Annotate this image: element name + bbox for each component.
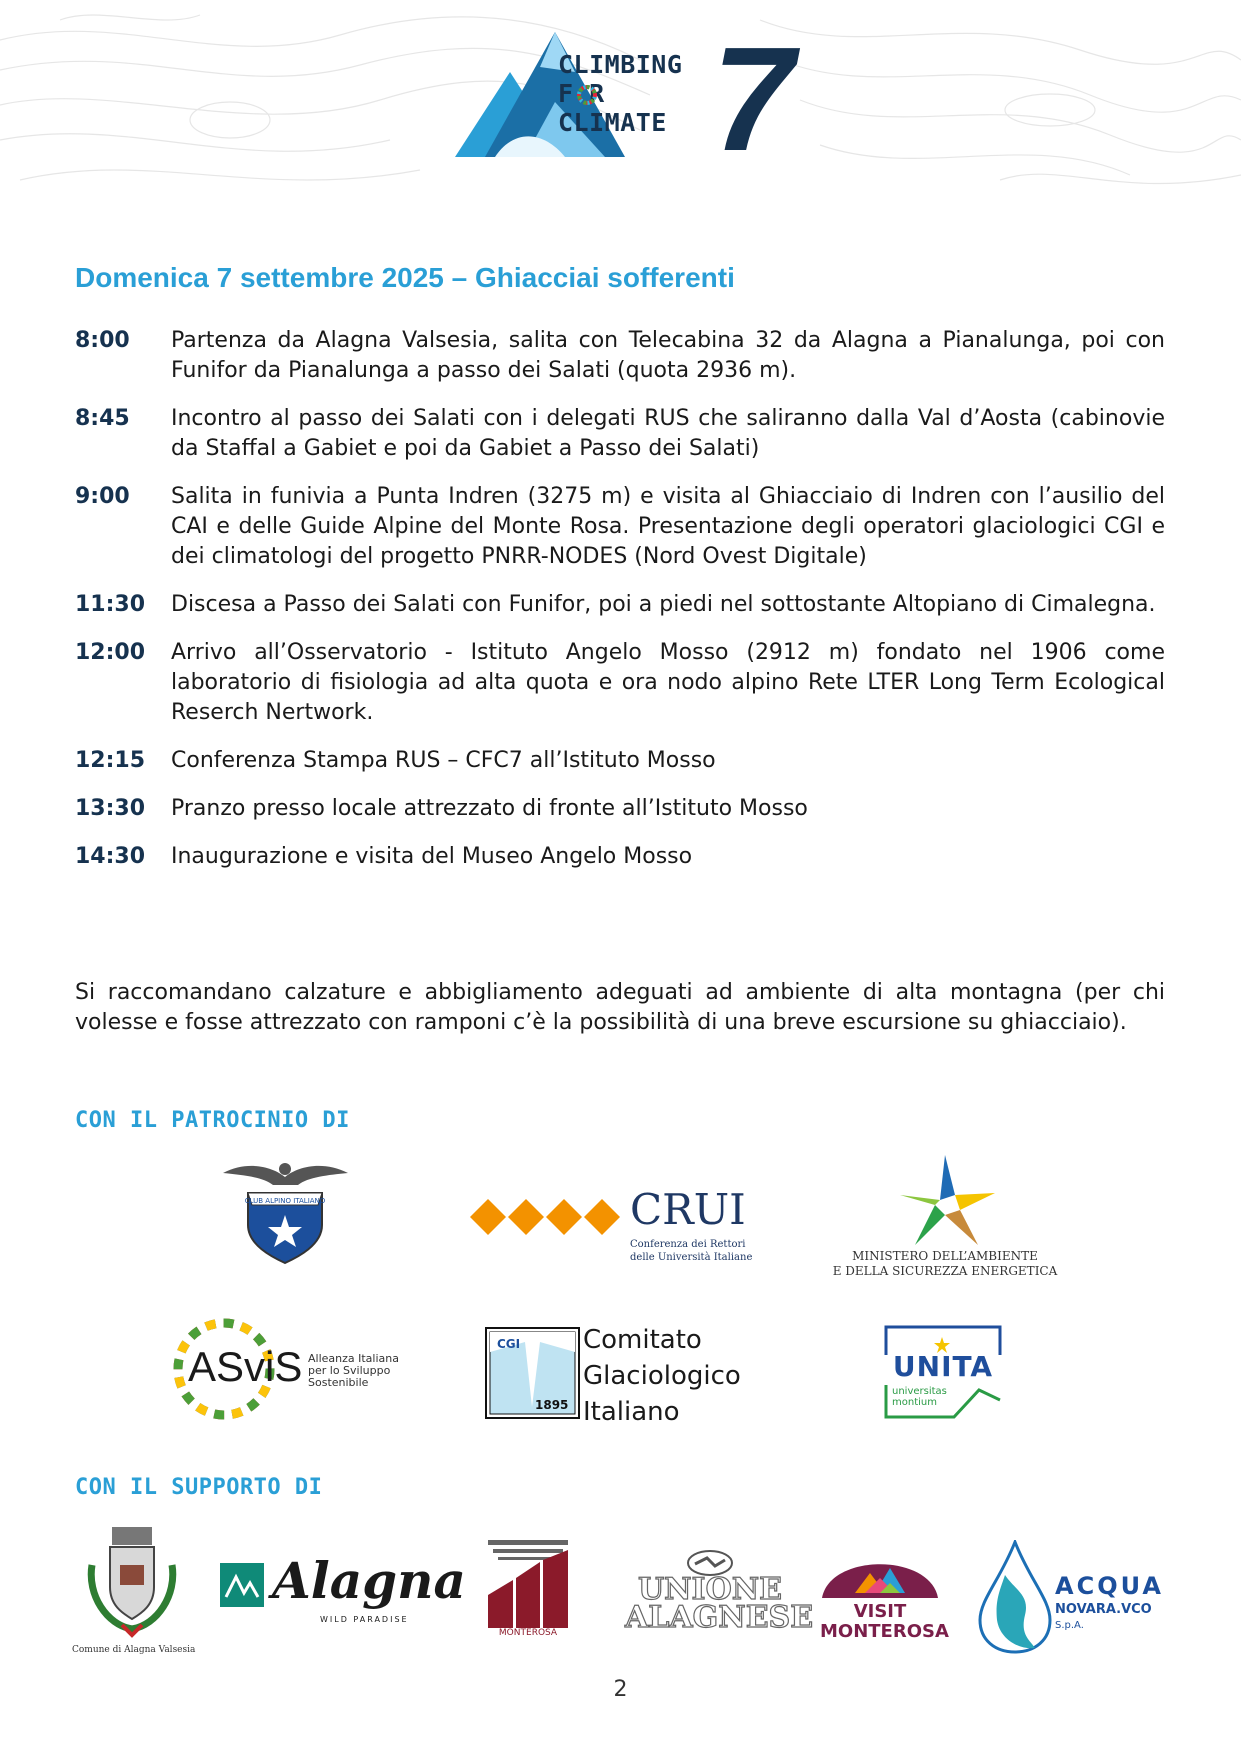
unita-sub-2: montium	[892, 1397, 937, 1408]
schedule-row	[75, 482, 1165, 572]
schedule-description: Partenza da Alagna Valsesia, salita con Telecabina 32 da Alagna a Pianalunga, poi con Funifor da Pianalunga a passo dei Salati (quota 2936 m).	[171, 328, 1165, 383]
page-title: Domenica 7 settembre 2025 – Ghiacciai sofferenti	[75, 262, 735, 293]
schedule-description: Salita in funivia a Punta Indren (3275 m) e visita al Ghiacciaio di Indren con l’ausilio del CAI e delle Guide Alpine del Monte Rosa. Presentazione degli operatori glaciologici CGI e dei climatologi del progetto PNRR-NODES (Nord Ovest Digitale)	[171, 484, 1165, 569]
support-heading: CON IL SUPPORTO DI	[75, 1475, 323, 1500]
acqua-drop-icon	[975, 1540, 1055, 1655]
schedule-time: 12:00	[75, 640, 146, 665]
comune-name: Comune di Alagna Valsesia	[72, 1645, 196, 1655]
schedule-description: Inaugurazione e visita del Museo Angelo Mosso	[171, 844, 693, 869]
monterosa-mark-icon	[488, 1540, 568, 1628]
acqua-novara-logo	[975, 1540, 1167, 1655]
unita-name: UNITA	[892, 1350, 994, 1383]
alagna-name: Alagna	[272, 1551, 466, 1610]
alagna-logo	[220, 1551, 466, 1635]
acqua-line-2: NOVARA.VCO	[1055, 1602, 1152, 1617]
asvis-sub-1: Alleanza Italiana	[308, 1352, 399, 1365]
schedule-row	[75, 842, 1165, 872]
logo-line-2: F R	[558, 79, 605, 108]
logo-line-3: CLIMATE	[558, 108, 667, 137]
asvis-sub	[308, 1353, 399, 1389]
unita-logo	[884, 1325, 1002, 1420]
logo-line-1: CLIMBING	[558, 50, 683, 79]
alagna-sub: WILD PARADISE	[320, 1615, 409, 1624]
schedule-row	[75, 326, 1165, 386]
monterosa-logo	[488, 1540, 568, 1640]
unione-line-2: ALAGNESE	[625, 1600, 814, 1635]
visit-monterosa-logo	[820, 1538, 949, 1653]
ministero-logo	[825, 1155, 1065, 1280]
cgi-glacier-icon	[485, 1327, 580, 1419]
ministero-star-icon	[900, 1155, 995, 1247]
acqua-line-1: ACQUA	[1055, 1572, 1164, 1600]
asvis-name: ASviS	[188, 1343, 303, 1390]
unita-sub-1: universitas	[892, 1386, 947, 1397]
cgi-text	[583, 1322, 741, 1430]
logo-number: 7	[712, 17, 795, 182]
cai-logo	[218, 1155, 353, 1265]
visit-text	[820, 1601, 949, 1642]
visit-monterosa-mountains-icon	[820, 1538, 940, 1603]
schedule-description: Discesa a Passo dei Salati con Funifor, poi a piedi nel sottostante Altopiano di Cimalegna.	[171, 592, 1156, 617]
asvis-logo	[170, 1315, 410, 1425]
unione-alagnese-logo	[625, 1548, 814, 1638]
asvis-sub-2: per lo Sviluppo	[308, 1364, 391, 1377]
cgi-line-2: Glaciologico	[583, 1361, 741, 1391]
comune-alagna-logo	[72, 1525, 196, 1660]
schedule	[75, 326, 1165, 890]
unione-text	[625, 1572, 814, 1635]
schedule-row	[75, 590, 1165, 620]
cgi-line-1: Comitato	[583, 1325, 702, 1355]
crui-name: CRUI	[630, 1185, 746, 1234]
visit-line-2: MONTEROSA	[820, 1621, 949, 1642]
sdg-wheel-icon	[576, 84, 598, 106]
ministero-line-1: MINISTERO DELL’AMBIENTE	[852, 1249, 1038, 1263]
comune-crest-icon	[82, 1525, 182, 1643]
schedule-time: 11:30	[75, 592, 146, 617]
cai-text: CLUB ALPINO ITALIANO	[244, 1197, 326, 1205]
cgi-logo	[485, 1322, 745, 1432]
patronage-heading: CON IL PATROCINIO DI	[75, 1108, 350, 1133]
crui-logo	[470, 1185, 760, 1275]
schedule-time: 12:15	[75, 748, 146, 773]
unione-line-1: UNIONE	[637, 1572, 783, 1607]
asvis-sub-3: Sostenibile	[308, 1376, 369, 1389]
crui-sub-2: delle Università Italiane	[630, 1252, 753, 1263]
schedule-row	[75, 794, 1165, 824]
cgi-line-3: Italiano	[583, 1397, 680, 1427]
crui-sub-1: Conferenza dei Rettori	[630, 1239, 746, 1250]
cgi-year: 1895	[535, 1398, 569, 1412]
schedule-time: 8:00	[75, 328, 130, 353]
ministero-line-2: E DELLA SICUREZZA ENERGETICA	[832, 1264, 1058, 1278]
schedule-description: Incontro al passo dei Salati con i delegati RUS che saliranno dalla Val d’Aosta (cabinovie da Staffal a Gabiet e poi da Gabiet a Passo dei Salati)	[171, 406, 1165, 461]
schedule-description: Conferenza Stampa RUS – CFC7 all’Istituto Mosso	[171, 748, 716, 773]
schedule-time: 8:45	[75, 406, 130, 431]
unita-sub	[892, 1386, 947, 1408]
schedule-row	[75, 638, 1165, 728]
schedule-description: Pranzo presso locale attrezzato di fronte all’Istituto Mosso	[171, 796, 808, 821]
acqua-line-3: S.p.A.	[1055, 1620, 1084, 1631]
alagna-mark-icon	[220, 1563, 264, 1607]
cgi-badge: CGI	[497, 1337, 521, 1351]
visit-line-1: VISIT	[853, 1601, 907, 1622]
recommendation-note: Si raccomandano calzature e abbigliamento adeguati ad ambiente di alta montagna (per chi volesse e fosse attrezzato con ramponi c’è la possibilità di una breve escursione su ghiacciaio).	[75, 980, 1165, 1035]
page-number: 2	[613, 1677, 628, 1702]
monterosa-name: MONTEROSA	[498, 1628, 558, 1638]
schedule-time: 9:00	[75, 484, 130, 509]
schedule-time: 14:30	[75, 844, 146, 869]
schedule-row	[75, 746, 1165, 776]
schedule-description: Arrivo all’Osservatorio - Istituto Angelo Mosso (2912 m) fondato nel 1906 come laboratorio di fisiologia ad alta quota e ora nodo alpino Rete LTER Long Term Ecological Reserch Nertwork.	[171, 640, 1165, 725]
schedule-time: 13:30	[75, 796, 146, 821]
schedule-row	[75, 404, 1165, 464]
crui-diamonds-icon	[470, 1197, 620, 1237]
